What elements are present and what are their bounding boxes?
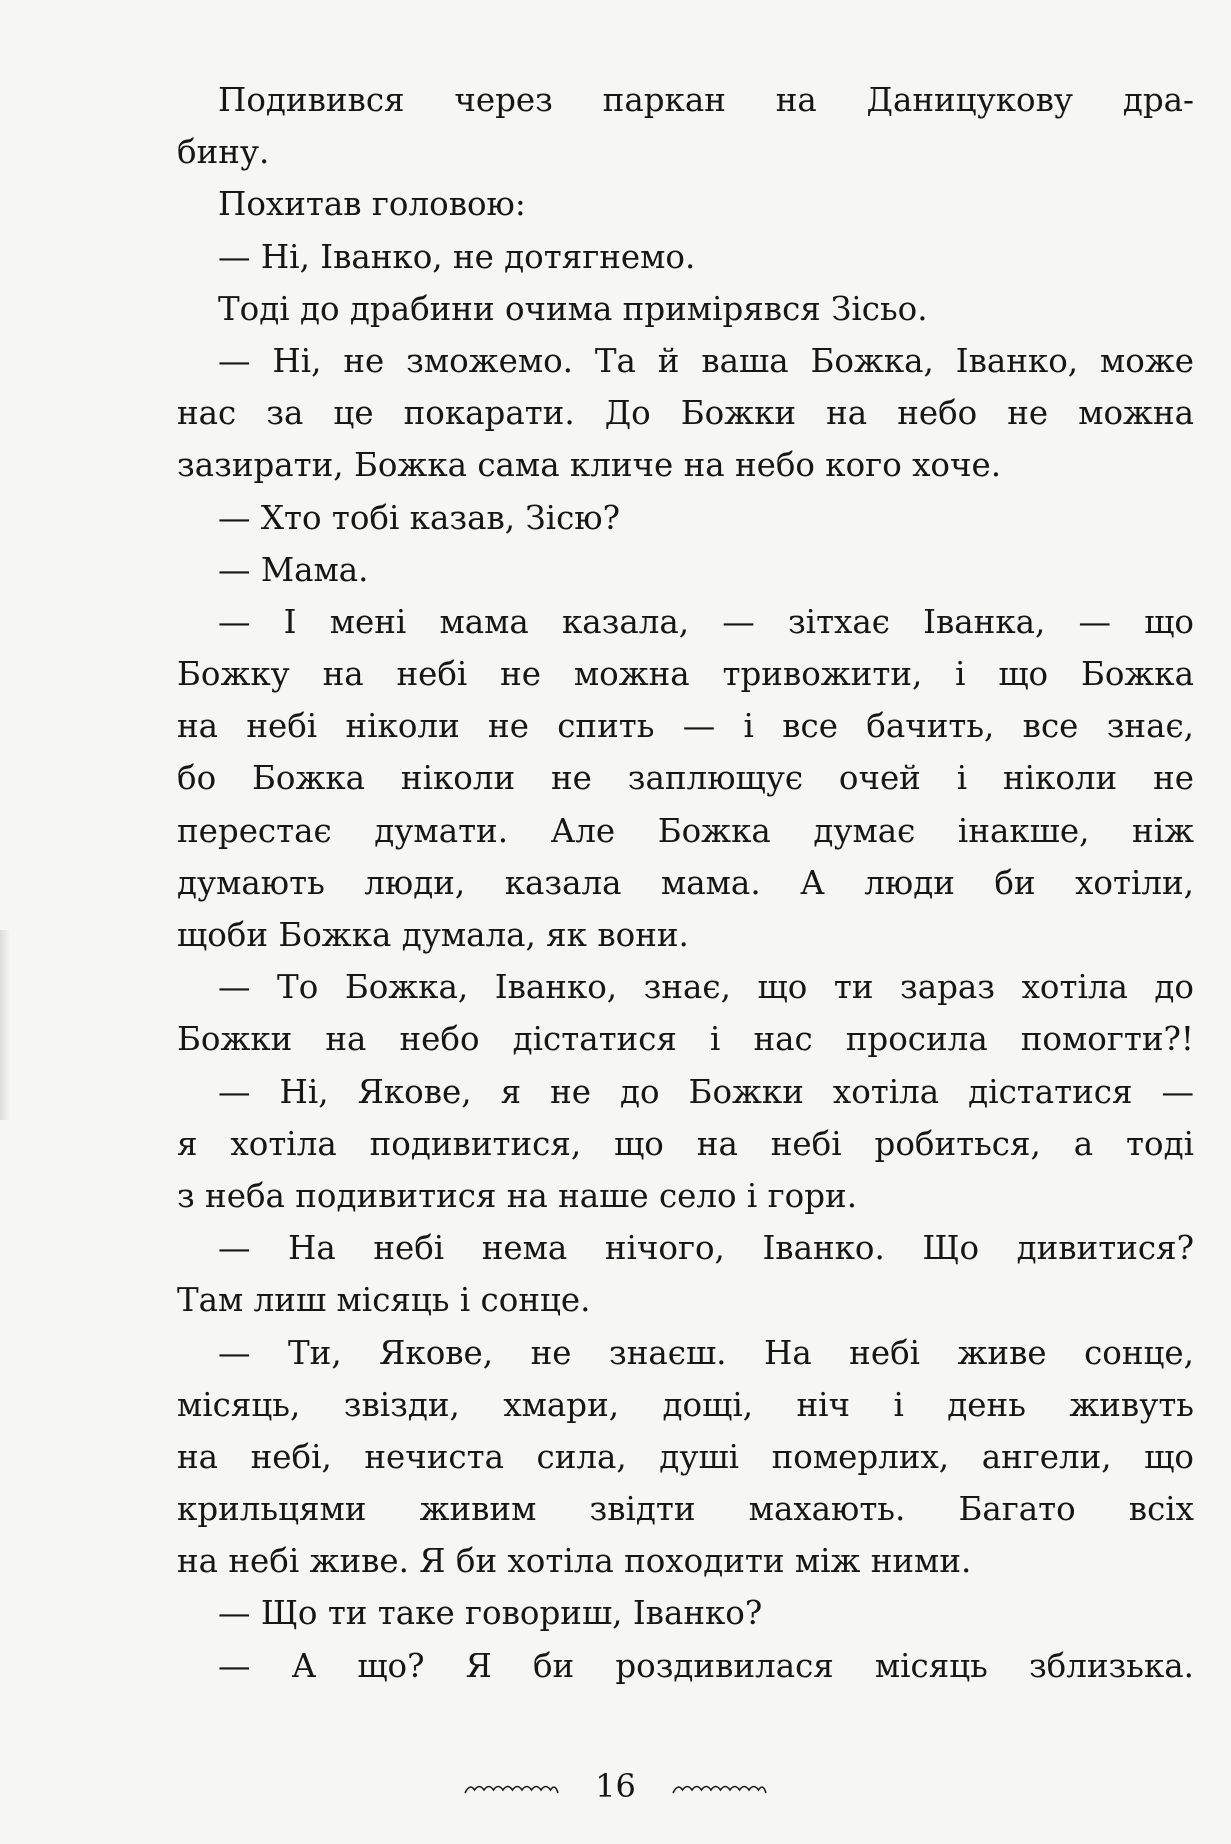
text-line: бо Божка ніколи не заплющує очей і ніколи не bbox=[177, 759, 1194, 798]
text-line: нас за це покарати. До Божки на небо не можна bbox=[177, 394, 1194, 433]
text-line: на небі живе. Я би хотіла походити між ними. bbox=[177, 1542, 972, 1581]
text-line: Похитав головою: bbox=[218, 185, 526, 224]
text-line: зазирати, Божка сама кличе на небо кого хоче. bbox=[177, 446, 1002, 485]
text-line: — То Божка, Іванко, знає, що ти зараз хотіла до bbox=[218, 968, 1194, 1007]
text-line: — Ти, Якове, не знаєш. На небі живе сонце, bbox=[218, 1333, 1194, 1372]
text-line: — На небі нема нічого, Іванко. Що дивитися? bbox=[218, 1229, 1194, 1268]
text-line: Подивився через паркан на Даницукову дра- bbox=[218, 81, 1194, 119]
wavy-line-icon bbox=[464, 1782, 559, 1796]
text-line: я хотіла подивитися, що на небі робиться, а тоді bbox=[177, 1124, 1194, 1163]
text-line: щоби Божка думала, як вони. bbox=[177, 916, 689, 954]
text-line: Там лиш місяць і сонце. bbox=[177, 1281, 591, 1320]
text-line: — Хто тобі казав, Зісю? bbox=[218, 498, 620, 537]
text-line: — Що ти таке говориш, Іванко? bbox=[218, 1594, 763, 1633]
text-line: крильцями живим звідти махають. Багато всіх bbox=[177, 1490, 1194, 1529]
text-line: місяць, звізди, хмари, дощі, ніч і день живуть bbox=[177, 1385, 1194, 1424]
text-line: Божку на небі не можна тривожити, і що Божка bbox=[177, 655, 1194, 694]
text-line: бину. bbox=[177, 133, 270, 172]
text-line: на небі ніколи не спить — і все бачить, все знає, bbox=[177, 707, 1194, 746]
text-line: думають люди, казала мама. А люди би хотіли, bbox=[177, 863, 1194, 902]
text-line: Божки на небо дістатися і нас просила помогти?! bbox=[177, 1020, 1194, 1059]
page-number: 16 bbox=[595, 1767, 636, 1805]
text-line: на небі, нечиста сила, душі померлих, ангели, що bbox=[177, 1437, 1194, 1476]
text-line: перестає думати. Але Божка думає інакше, ніж bbox=[177, 811, 1194, 850]
text-line: — Ні, не зможемо. Та й ваша Божка, Іванко, може bbox=[218, 341, 1194, 380]
text-line: — Мама. bbox=[218, 550, 369, 589]
wavy-line-icon bbox=[672, 1782, 767, 1796]
text-line: з неба подивитися на наше село і гори. bbox=[177, 1176, 858, 1215]
text-line: — Ні, Якове, я не до Божки хотіла дістатися — bbox=[218, 1072, 1194, 1111]
text-line: — Ні, Іванко, не дотягнемо. bbox=[218, 237, 696, 276]
page-gutter-shadow bbox=[0, 930, 10, 1120]
text-line: — А що? Я би роздивилася місяць зблизька. bbox=[218, 1646, 1194, 1685]
page-footer bbox=[0, 1764, 1231, 1808]
text-line: — І мені мама казала, — зітхає Іванка, — що bbox=[218, 602, 1194, 641]
book-page-text bbox=[177, 74, 1194, 1692]
text-line: Тоді до драбини очима примірявся Зісьо. bbox=[218, 289, 928, 328]
